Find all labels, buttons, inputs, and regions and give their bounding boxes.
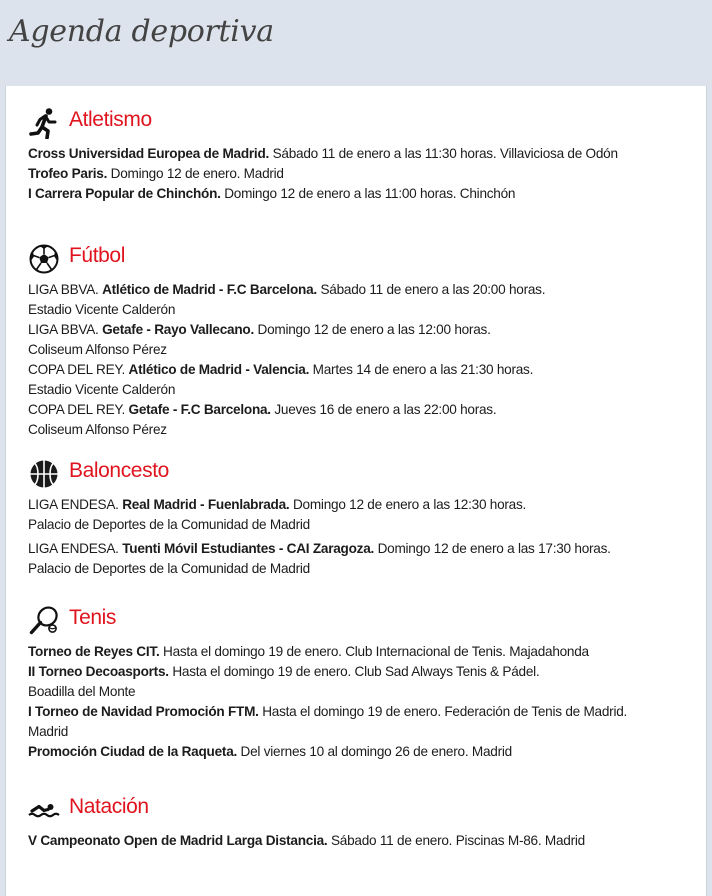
competition-label: COPA DEL REY. (28, 362, 129, 377)
event-details: Martes 14 de enero a las 21:30 horas. (309, 362, 534, 377)
event-name: Cross Universidad Europea de Madrid. (28, 146, 270, 161)
event-item (28, 184, 698, 204)
event-details: Jueves 16 de enero a las 22:00 horas. (270, 402, 497, 417)
section-title: Tenis (69, 606, 117, 629)
section-header (28, 104, 698, 144)
section-header (28, 602, 698, 642)
event-venue: Madrid (28, 724, 69, 739)
event-venue: Estadio Vicente Calderón (28, 382, 176, 397)
agenda-panel (5, 86, 707, 896)
event-details: Domingo 12 de enero a las 12:00 horas. (253, 322, 491, 337)
event-item (28, 662, 698, 702)
event-list (28, 280, 698, 440)
event-list (28, 495, 698, 579)
section-futbol (28, 240, 698, 440)
event-venue: Palacio de Deportes de la Comunidad de Madrid (28, 517, 310, 532)
section-header (28, 791, 698, 831)
event-name: Atlético de Madrid - F.C Barcelona. (102, 282, 317, 297)
event-details: Sábado 11 de enero a las 11:30 horas. Villaviciosa de Odón (269, 146, 618, 161)
event-details: Domingo 12 de enero a las 12:30 horas. (289, 497, 527, 512)
event-name: Trofeo Paris. (28, 166, 108, 181)
event-name: Atlético de Madrid - Valencia. (128, 362, 310, 377)
section-title: Baloncesto (69, 459, 169, 482)
event-name: II Torneo Decoasports. (28, 664, 169, 679)
event-name: Torneo de Reyes CIT. (28, 644, 160, 659)
section-tenis (28, 602, 698, 762)
event-venue: Coliseum Alfonso Pérez (28, 342, 167, 357)
event-item (28, 495, 698, 535)
event-item (28, 642, 698, 662)
competition-label: LIGA BBVA. (28, 322, 103, 337)
event-venue: Coliseum Alfonso Pérez (28, 422, 167, 437)
event-list (28, 642, 698, 762)
runner-icon (28, 107, 60, 139)
event-name: Getafe - Rayo Vallecano. (102, 322, 254, 337)
event-name: I Carrera Popular de Chinchón. (28, 186, 221, 201)
section-title: Fútbol (69, 244, 125, 267)
event-details: Hasta el domingo 19 de enero. Club Sad Always Tenis & Pádel. (168, 664, 540, 679)
event-name: Promoción Ciudad de la Raqueta. (28, 744, 238, 759)
event-details: Domingo 12 de enero a las 17:30 horas. (374, 541, 611, 556)
event-details: Sábado 11 de enero a las 20:00 horas. (316, 282, 546, 297)
section-atletismo (28, 104, 698, 204)
event-item (28, 702, 698, 742)
competition-label: LIGA ENDESA. (28, 541, 123, 556)
event-name: Getafe - F.C Barcelona. (128, 402, 271, 417)
event-details: Hasta el domingo 19 de enero. Federación de Tenis de Madrid. (258, 704, 628, 719)
swimmer-icon (28, 794, 60, 826)
event-item (28, 539, 698, 579)
event-name: V Campeonato Open de Madrid Larga Distancia. (28, 833, 328, 848)
event-name: Tuenti Móvil Estudiantes - CAI Zaragoza. (122, 541, 375, 556)
event-name: I Torneo de Navidad Promoción FTM. (28, 704, 259, 719)
event-item (28, 360, 698, 400)
basketball-icon (28, 458, 60, 490)
event-venue: Palacio de Deportes de la Comunidad de Madrid (28, 561, 310, 576)
section-title: Natación (69, 795, 149, 818)
event-item (28, 280, 698, 320)
soccer-ball-icon (28, 243, 60, 275)
event-venue: Boadilla del Monte (28, 684, 136, 699)
event-name: Real Madrid - Fuenlabrada. (122, 497, 290, 512)
competition-label: COPA DEL REY. (28, 402, 129, 417)
competition-label: LIGA ENDESA. (28, 497, 123, 512)
event-list (28, 831, 698, 851)
section-title: Atletismo (69, 108, 152, 131)
event-details: Domingo 12 de enero. Madrid (107, 166, 284, 181)
event-venue: Estadio Vicente Calderón (28, 302, 176, 317)
section-natacion (28, 791, 698, 851)
page-title: Agenda deportiva (9, 14, 274, 49)
event-item (28, 831, 698, 851)
event-item (28, 320, 698, 360)
page-header (0, 0, 712, 84)
event-item (28, 144, 698, 164)
event-details: Domingo 12 de enero a las 11:00 horas. Chinchón (220, 186, 516, 201)
event-item (28, 400, 698, 440)
section-baloncesto (28, 455, 698, 579)
section-header (28, 240, 698, 280)
event-details: Hasta el domingo 19 de enero. Club Internacional de Tenis. Majadahonda (159, 644, 589, 659)
tennis-racket-icon (28, 605, 60, 637)
event-details: Del viernes 10 al domingo 26 de enero. Madrid (237, 744, 512, 759)
event-item (28, 164, 698, 184)
section-header (28, 455, 698, 495)
event-details: Sábado 11 de enero. Piscinas M-86. Madrid (327, 833, 585, 848)
event-list (28, 144, 698, 204)
event-item (28, 742, 698, 762)
competition-label: LIGA BBVA. (28, 282, 103, 297)
